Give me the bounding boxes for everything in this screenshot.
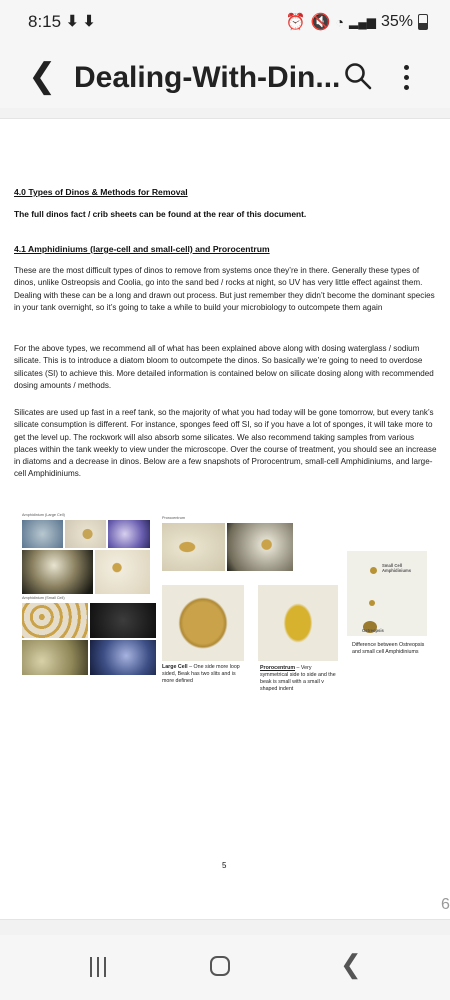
micrograph-image xyxy=(227,523,293,571)
wifi-icon: ◔ xyxy=(335,14,344,30)
difference-description: Difference between Ostreopsis and small cell Amphidiniums xyxy=(352,642,425,655)
sub-heading: 4.1 Amphidiniums (large-cell and small-cell) and Prorocentrum xyxy=(14,244,270,254)
micrograph-image xyxy=(108,520,150,548)
back-arrow-icon[interactable]: ❮ xyxy=(28,57,57,95)
signal-icon: ▂▄▆ xyxy=(349,15,376,29)
paragraph-3: Silicates are used up fast in a reef tank, so the majority of what you had today will be gone tomorrow, but every tank’s silicate consumption is different. For instance, sponges feed off SI, so if you have a lot of sponges, it will take more to get the level up. The rockwork will also absorb some silicates. We also recommend taking samples from various places within the tank weekly to view under the microscope. Over the course of treatment, you should see an increase in diatoms and a decrease in dinos. Below are a few snapshots of Prorocentrum, small-cell Amphidiniums, and large-cell Amphidiniums. xyxy=(14,408,437,479)
navigation-bar xyxy=(0,935,450,1000)
micrograph-image xyxy=(95,550,150,594)
more-options-icon[interactable] xyxy=(398,62,414,94)
document-page[interactable] xyxy=(0,118,450,920)
small-cell-label: Small Cell Amphidiniums xyxy=(382,563,412,573)
caption-prorocentrum: Prorocentrum xyxy=(162,516,186,520)
caption-small-cell: Amphidinium (Small Cell) xyxy=(22,596,65,600)
document-title: Dealing-With-Din... xyxy=(74,61,341,94)
micrograph-image xyxy=(22,640,88,675)
paragraph-2: For the above types, we recommend all of what has been explained above along with dosing waterglass / sodium silicate. This is to introduce a diatom bloom to outcompete the dinos. So basically we’re going to need to overdose silicates (SI) to achieve this. More detailed information is contained below on silicate dosing along with recommended dosing amounts / methods. xyxy=(14,344,434,390)
micrograph-image xyxy=(162,523,225,571)
scroll-indicator[interactable]: 6 xyxy=(441,896,450,913)
clock: 8:15 xyxy=(28,12,62,31)
home-icon[interactable] xyxy=(210,956,230,976)
section-heading: 4.0 Types of Dinos & Methods for Removal xyxy=(14,187,188,197)
micrograph-image xyxy=(65,520,106,548)
battery-icon xyxy=(418,14,428,30)
mute-icon: 🔇 xyxy=(310,14,331,31)
ostreopsis-label: Ostreopsis xyxy=(362,628,384,633)
app-bar xyxy=(0,48,450,108)
micrograph-image xyxy=(90,603,156,638)
page-number: 5 xyxy=(222,861,227,870)
micrograph-image xyxy=(90,640,156,675)
micrograph-image xyxy=(22,550,93,594)
status-icons xyxy=(286,12,428,32)
download-icon: ⬇ ⬇ xyxy=(66,13,96,30)
caption-large-cell: Amphidinium (Large Cell) xyxy=(22,513,65,517)
micrograph-large-cell xyxy=(162,585,244,661)
micrograph-image xyxy=(22,603,88,638)
large-cell-description: Large Cell – One side more loop sided, Beak has two slits and is more defined xyxy=(162,664,240,684)
micrograph-prorocentrum xyxy=(258,585,338,661)
large-cell-title: Large Cell xyxy=(162,664,188,670)
facts-note: The full dinos fact / crib sheets can be found at the rear of this document. xyxy=(14,209,307,219)
battery-percent: 35% xyxy=(380,13,413,30)
paragraph-1: These are the most difficult types of dinos to remove from systems once they’re in there. Generally these types of dinos, unlike Ostreopsis and Coolia, go into the sand bed / rocks at night, so UV has very little effect against them. Dealing with these can be a long and drawn out process. But just remember they didn’t become the dominant species in your tank overnight, so it’s going to take a while to build your microbiology to outcompete them again xyxy=(14,266,435,312)
search-icon[interactable] xyxy=(344,62,372,90)
prorocentrum-description: Prorocentrum – Very symmetrical side to side and the beak is small with a small v shaped indent xyxy=(260,665,336,692)
status-bar xyxy=(0,0,450,48)
back-icon[interactable]: ❮ xyxy=(340,949,362,979)
micrograph-image xyxy=(22,520,63,548)
prorocentrum-title: Prorocentrum xyxy=(260,665,296,671)
recents-icon[interactable] xyxy=(86,955,110,979)
alarm-icon: ⏰ xyxy=(285,14,306,31)
